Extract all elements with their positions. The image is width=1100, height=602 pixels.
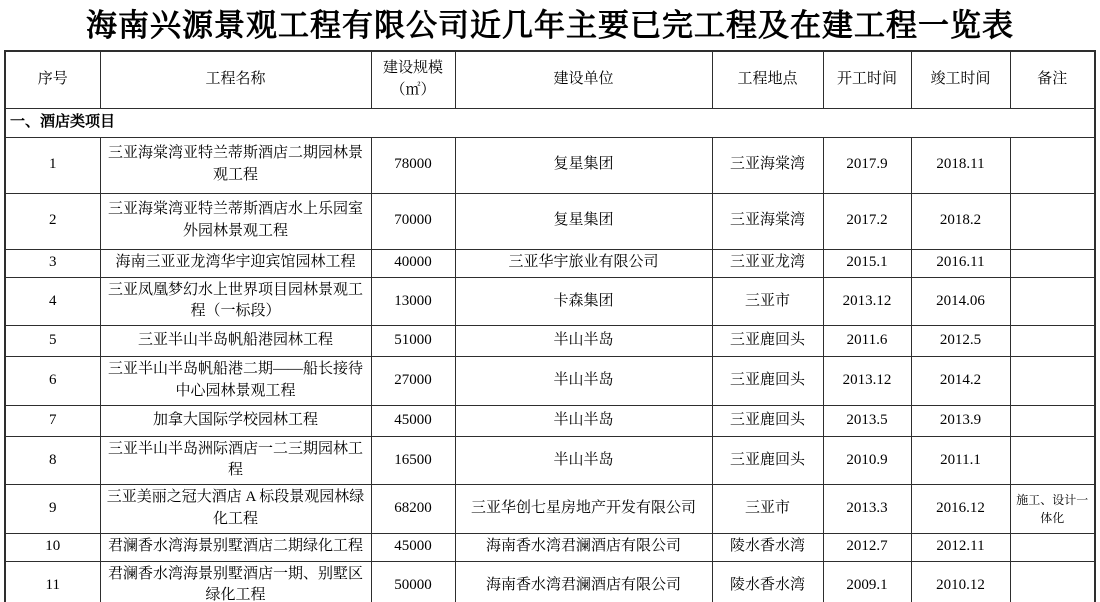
cell-scale: 50000	[371, 561, 455, 602]
cell-location: 三亚亚龙湾	[712, 249, 823, 277]
cell-remark	[1010, 137, 1095, 193]
header-seq: 序号	[5, 51, 100, 109]
section-label: 一、酒店类项目	[5, 108, 1095, 137]
cell-unit: 半山半岛	[455, 326, 712, 357]
header-row	[5, 51, 1095, 109]
table-row	[5, 436, 1095, 485]
cell-name: 三亚凤凰梦幻水上世界项目园林景观工程（一标段）	[100, 277, 371, 326]
cell-remark	[1010, 405, 1095, 436]
cell-end: 2012.11	[911, 533, 1010, 561]
cell-seq: 9	[5, 485, 100, 534]
cell-location: 三亚鹿回头	[712, 357, 823, 406]
cell-seq: 7	[5, 405, 100, 436]
cell-seq: 11	[5, 561, 100, 602]
cell-unit: 半山半岛	[455, 405, 712, 436]
cell-unit: 三亚华宇旅业有限公司	[455, 249, 712, 277]
cell-seq: 5	[5, 326, 100, 357]
cell-end: 2018.2	[911, 193, 1010, 249]
cell-start: 2013.5	[823, 405, 911, 436]
cell-remark	[1010, 561, 1095, 602]
cell-name: 海南三亚亚龙湾华宇迎宾馆园林工程	[100, 249, 371, 277]
cell-unit: 海南香水湾君澜酒店有限公司	[455, 561, 712, 602]
cell-seq: 3	[5, 249, 100, 277]
cell-location: 陵水香水湾	[712, 533, 823, 561]
header-unit: 建设单位	[455, 51, 712, 109]
cell-unit: 三亚华创七星房地产开发有限公司	[455, 485, 712, 534]
cell-end: 2014.2	[911, 357, 1010, 406]
cell-name: 三亚半山半岛帆船港二期——船长接待中心园林景观工程	[100, 357, 371, 406]
table-row	[5, 326, 1095, 357]
header-end: 竣工时间	[911, 51, 1010, 109]
cell-unit: 半山半岛	[455, 436, 712, 485]
cell-name: 三亚美丽之冠大酒店 A 标段景观园林绿化工程	[100, 485, 371, 534]
cell-unit: 复星集团	[455, 137, 712, 193]
cell-start: 2015.1	[823, 249, 911, 277]
cell-location: 三亚鹿回头	[712, 326, 823, 357]
cell-start: 2017.2	[823, 193, 911, 249]
cell-location: 三亚海棠湾	[712, 137, 823, 193]
header-location: 工程地点	[712, 51, 823, 109]
table-row	[5, 137, 1095, 193]
cell-location: 三亚市	[712, 277, 823, 326]
cell-remark	[1010, 193, 1095, 249]
table-row	[5, 357, 1095, 406]
table-header	[5, 51, 1095, 109]
cell-start: 2009.1	[823, 561, 911, 602]
cell-end: 2014.06	[911, 277, 1010, 326]
table-row	[5, 249, 1095, 277]
cell-remark	[1010, 277, 1095, 326]
cell-end: 2016.12	[911, 485, 1010, 534]
cell-seq: 4	[5, 277, 100, 326]
cell-name: 三亚海棠湾亚特兰蒂斯酒店水上乐园室外园林景观工程	[100, 193, 371, 249]
section-row-hotel-projects	[5, 108, 1095, 137]
cell-location: 三亚海棠湾	[712, 193, 823, 249]
cell-name: 三亚半山半岛帆船港园林工程	[100, 326, 371, 357]
cell-start: 2013.12	[823, 277, 911, 326]
cell-remark	[1010, 357, 1095, 406]
cell-start: 2011.6	[823, 326, 911, 357]
page-title: 海南兴源景观工程有限公司近几年主要已完工程及在建工程一览表	[86, 8, 1014, 43]
cell-start: 2013.3	[823, 485, 911, 534]
cell-unit: 海南香水湾君澜酒店有限公司	[455, 533, 712, 561]
cell-location: 陵水香水湾	[712, 561, 823, 602]
header-scale: 建设规模（㎡）	[371, 51, 455, 109]
cell-location: 三亚市	[712, 485, 823, 534]
header-name: 工程名称	[100, 51, 371, 109]
cell-scale: 16500	[371, 436, 455, 485]
cell-start: 2013.12	[823, 357, 911, 406]
table-row	[5, 533, 1095, 561]
cell-name: 加拿大国际学校园林工程	[100, 405, 371, 436]
cell-remark	[1010, 249, 1095, 277]
cell-remark	[1010, 326, 1095, 357]
cell-remark	[1010, 533, 1095, 561]
cell-start: 2017.9	[823, 137, 911, 193]
cell-scale: 51000	[371, 326, 455, 357]
cell-unit: 卡森集团	[455, 277, 712, 326]
table-row	[5, 405, 1095, 436]
cell-start: 2012.7	[823, 533, 911, 561]
cell-scale: 68200	[371, 485, 455, 534]
cell-start: 2010.9	[823, 436, 911, 485]
table-body	[5, 108, 1095, 602]
cell-end: 2013.9	[911, 405, 1010, 436]
cell-unit: 复星集团	[455, 193, 712, 249]
cell-remark: 施工、设计一体化	[1010, 485, 1095, 534]
cell-end: 2011.1	[911, 436, 1010, 485]
cell-name: 君澜香水湾海景别墅酒店二期绿化工程	[100, 533, 371, 561]
cell-end: 2018.11	[911, 137, 1010, 193]
cell-remark	[1010, 436, 1095, 485]
cell-scale: 78000	[371, 137, 455, 193]
cell-scale: 70000	[371, 193, 455, 249]
table-row	[5, 193, 1095, 249]
table-row	[5, 485, 1095, 534]
header-remark: 备注	[1010, 51, 1095, 109]
cell-seq: 6	[5, 357, 100, 406]
cell-scale: 45000	[371, 533, 455, 561]
cell-scale: 45000	[371, 405, 455, 436]
cell-location: 三亚鹿回头	[712, 436, 823, 485]
header-start: 开工时间	[823, 51, 911, 109]
cell-location: 三亚鹿回头	[712, 405, 823, 436]
cell-name: 三亚海棠湾亚特兰蒂斯酒店二期园林景观工程	[100, 137, 371, 193]
cell-unit: 半山半岛	[455, 357, 712, 406]
cell-name: 君澜香水湾海景别墅酒店一期、别墅区绿化工程	[100, 561, 371, 602]
cell-end: 2016.11	[911, 249, 1010, 277]
cell-seq: 1	[5, 137, 100, 193]
cell-name: 三亚半山半岛洲际酒店一二三期园林工程	[100, 436, 371, 485]
table-row	[5, 561, 1095, 602]
cell-scale: 13000	[371, 277, 455, 326]
table-row	[5, 277, 1095, 326]
cell-scale: 27000	[371, 357, 455, 406]
cell-seq: 8	[5, 436, 100, 485]
cell-scale: 40000	[371, 249, 455, 277]
cell-end: 2012.5	[911, 326, 1010, 357]
projects-table	[4, 50, 1096, 602]
cell-end: 2010.12	[911, 561, 1010, 602]
cell-seq: 2	[5, 193, 100, 249]
cell-seq: 10	[5, 533, 100, 561]
